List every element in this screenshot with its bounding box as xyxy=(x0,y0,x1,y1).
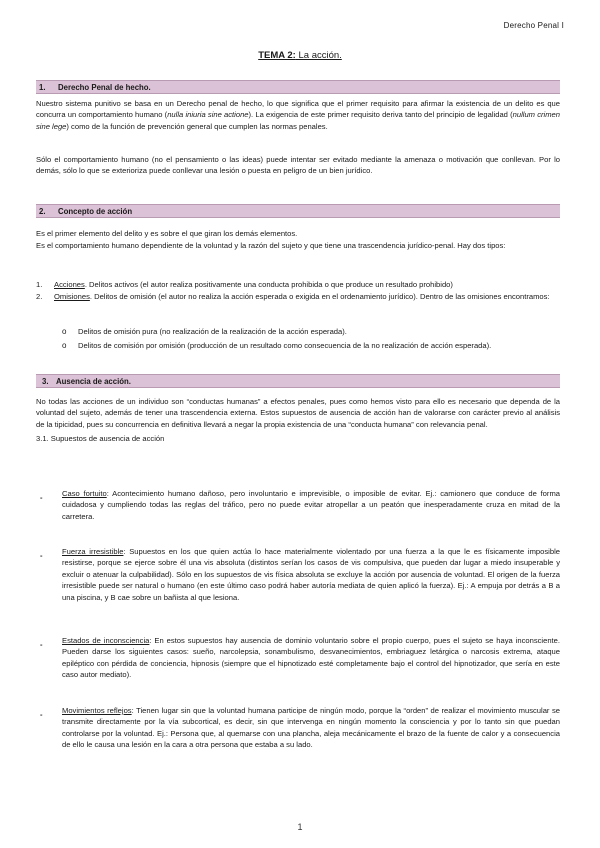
page-number: 1 xyxy=(297,822,303,832)
list-item: - Caso fortuito: Acontecimiento humano dañoso, pero involuntario e imprevisible, o imposible de evitar. Ej.: camionero que conduce de forma cuidadosa y cumpliendo todas las reglas del tráfico, pero no puede evitar atropellar a un peatón que inesperadamente cruza en mitad de la carretera. xyxy=(40,489,560,521)
subsection-heading: 3.1. Supuestos de ausencia de acción xyxy=(36,434,165,443)
list-item: - Movimientos reflejos: Tienen lugar sin que la voluntad humana participe de ningún modo, porque la “orden” de realizar el movimiento muscular se transmite directamente por la vía subcortical, es decir, sin que intervenga en ningún momento la consciencia y por lo tanto sin que puedan controlarse por la voluntad. Ej.: Persona que, al quemarse con una plancha, aleja mecánicamente el brazo de la fuente de calor y a consecuencia de ello le causa una lesión en la cara a otra persona que estaba a su lado. xyxy=(40,706,560,750)
list-item: - Fuerza irresistible: Supuestos en los que quien actúa lo hace materialmente violentado por una fuerza a la que le es físicamente imposible resistirse, porque se ejerce sobre él una vis absoluta (distintos serían los casos de vis compulsiva, que pueden dar lugar a miedo insuperable y excluir o atenuar la culpabilidad). Sólo en los supuestos de vis física absoluta se excluye la acción por ausencia de voluntad. El origen de la fuerza irresistible puede ser natural o humano (en este último caso podrá haber autoría mediata de quien aplicó la fuerza). Ej.: A empuja por detrás a B a una piscina, y B cae sobre un bañista al que lesiona. xyxy=(40,547,560,602)
list-item: 1. Acciones. Delitos activos (el autor realiza positivamente una conducta prohibida o que produce un resultado prohibido) xyxy=(36,280,453,289)
list-item: 2. Omisiones. Delitos de omisión (el autor no realiza la acción esperada o exigida en el ordenamiento jurídico). Dentro de las omisiones encontramos: xyxy=(36,292,550,301)
section-1-paragraph-1: Nuestro sistema punitivo se basa en un Derecho penal de hecho, lo que significa que el primer requisito para afirmar la existencia de un delito es que concurra un comportamiento humano (nulla iniuria sine actione). La exigencia de este primer requisito deriva tanto del principio de legalidad (nullum crimen sine lege) como de la función de prevención general que cumplen las normas penales. xyxy=(36,99,560,131)
sub-list-item: o Delitos de comisión por omisión (producción de un resultado como consecuencia de la no realización de acción esperada). xyxy=(62,341,492,350)
section-3-paragraph-1: No todas las acciones de un individuo son “conductas humanas” a efectos penales, pues como hemos visto para ello es necesario que dependa de la voluntad del sujeto, además de tener una trascendencia externa. Estos supuestos de ausencia de acción han de valorarse con carácter previo al análisis de la tipicidad, pues su concurrencia en definitiva llevará a negar la propia existencia de una “conducta humana” con relevancia penal. xyxy=(36,397,560,429)
sub-list-item: o Delitos de omisión pura (no realización de la realización de la acción esperada). xyxy=(62,327,347,336)
section-3-heading: 3. Ausencia de acción. xyxy=(36,374,560,388)
section-2-heading: 2. Concepto de acción xyxy=(36,204,560,218)
section-2-paragraph-2: Es el comportamiento humano dependiente de la voluntad y la razón del sujeto y que tiene una trascendencia jurídico-penal. Hay dos tipos: xyxy=(36,241,506,250)
section-2-paragraph-1: Es el primer elemento del delito y es sobre el que giran los demás elementos. xyxy=(36,229,298,238)
page-title: TEMA 2: La acción. xyxy=(258,50,342,61)
list-item: - Estados de inconsciencia: En estos supuestos hay ausencia de dominio voluntario sobre el propio cuerpo, pues el sujeto se haya inconsciente. Pueden darse los siguientes casos: sueño, narcolepsia, sonambulismo, desvanecimientos, embriaguez letárgica o narcosis extrema, ataque epiléptico con pérdida de conciencia, hipnosis (siempre que el hipnotizado esté completamente bajo el control del hipnotizador, que sería en este caso autor mediato). xyxy=(40,636,560,680)
section-1-heading: 1. Derecho Penal de hecho. xyxy=(36,80,560,94)
section-1-paragraph-2: Sólo el comportamiento humano (no el pensamiento o las ideas) puede intentar ser evitado mediante la amenaza o motivación que conllevan. Por lo demás, sólo lo que se exterioriza puede conllevar una lesión o puesta en peligro de un bien jurídico. xyxy=(36,155,560,176)
running-header: Derecho Penal I xyxy=(503,21,564,30)
